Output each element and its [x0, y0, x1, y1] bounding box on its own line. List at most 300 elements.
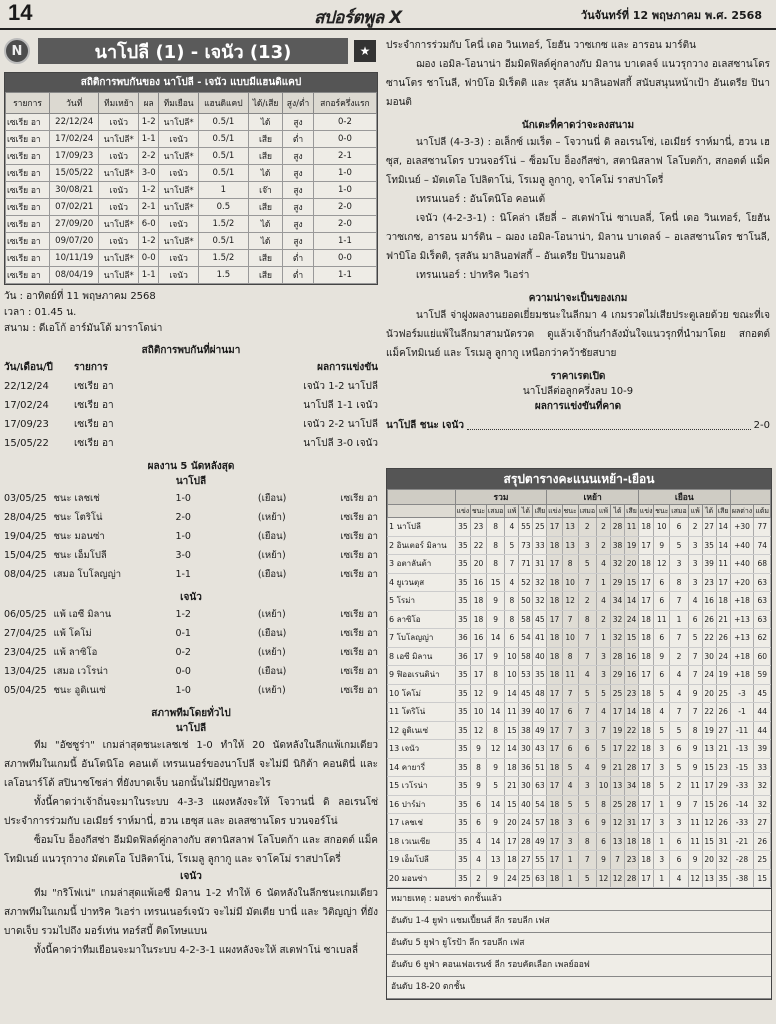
- h2h-cell: สูง: [283, 114, 314, 131]
- standings-cell: +13: [730, 629, 754, 648]
- standings-cell: 32: [611, 629, 625, 648]
- form-row: [4, 624, 378, 643]
- h2h-cell: เซเรีย อา: [6, 199, 50, 216]
- standings-cell: 9: [688, 740, 702, 759]
- h2h-title: สถิติการพบกันของ นาโปลี - เจนัว แบบมีแฮนดิแคป: [5, 73, 377, 92]
- standings-title: สรุปตารางคะแนนเหย้า-เยือน: [387, 469, 771, 489]
- h2h-cell: ต่ำ: [283, 250, 314, 267]
- standings-cell: 32: [754, 777, 771, 796]
- standings-cell: 7: [688, 647, 702, 666]
- h2h-row: [6, 199, 377, 216]
- standings-cell: 29: [716, 777, 730, 796]
- standings-cell: 58: [519, 647, 533, 666]
- standings-row: [388, 703, 771, 722]
- standings-cell: 18: [471, 592, 487, 611]
- standings-cell: 14: [625, 703, 639, 722]
- h2h-cell: 1-2: [139, 182, 159, 199]
- standings-cell: 14: [716, 536, 730, 555]
- standings-row: [388, 666, 771, 685]
- page-number: 14: [8, 0, 33, 25]
- standings-team: 9 ฟิออเรนติน่า: [388, 666, 456, 685]
- standings-cell: 21: [716, 740, 730, 759]
- standings-cell: 7: [578, 647, 596, 666]
- h2h-cell: ได้: [248, 114, 282, 131]
- h2h-col-header: สูง/ต่ำ: [283, 93, 314, 114]
- standings-cell: 60: [754, 647, 771, 666]
- standings-cell: 3: [578, 777, 596, 796]
- status-napoli-p2: ทั้งนี้คาดว่าเจ้าถิ่นจะมาในระบบ 4-3-3 แผงหลังจะให้ โจวานนี่ ดิ ลอเรนโซ่ ประจำการร่วมกับ เอเมียร์ ราห์มานี่, ฮวน เฮซุส และ อเลสซานโดร บวนจอร์โน่: [4, 797, 378, 827]
- standings-cell: 8: [562, 647, 578, 666]
- standings-cell: 73: [519, 536, 533, 555]
- prediction-leader: [467, 418, 751, 430]
- standings-sub-header: แข่ง: [547, 505, 562, 518]
- past-header-comp: รายการ: [74, 362, 108, 373]
- match-banner: [4, 36, 378, 66]
- form-opponent: แพ้ เอซี มิลาน: [53, 609, 112, 620]
- past-comp: เซเรีย อา: [74, 400, 114, 411]
- standings-cell: 5: [597, 684, 611, 703]
- h2h-cell: ได้: [248, 216, 282, 233]
- standings-cell: 32: [611, 555, 625, 574]
- h2h-col-header: ทีมเหย้า: [99, 93, 139, 114]
- standings-cell: 26: [754, 832, 771, 851]
- h2h-row: [6, 131, 377, 148]
- standings-cell: 7: [611, 851, 625, 870]
- standings-cell: 12: [702, 814, 716, 833]
- form-venue: (เยือน): [257, 569, 287, 580]
- form-comp: เซเรีย อา: [340, 550, 378, 561]
- h2h-cell: 17/09/23: [50, 148, 99, 165]
- standings-cell: 16: [471, 573, 487, 592]
- standings-cell: 20: [471, 555, 487, 574]
- h2h-cell: เสีย: [248, 250, 282, 267]
- past-comp: เซเรีย อา: [74, 419, 114, 430]
- standings-cell: 3: [654, 758, 670, 777]
- standings-cell: 15: [625, 629, 639, 648]
- standings-cell: 17: [639, 869, 654, 888]
- standings-cell: 12: [471, 684, 487, 703]
- standings-cell: 3: [654, 851, 670, 870]
- form-venue: (เยือน): [257, 628, 287, 639]
- match-venue: สนาม : ดีเอโก้ อาร์มันโด้ มาราโดน่า: [4, 323, 163, 334]
- h2h-cell: เสีย: [248, 131, 282, 148]
- standings-cell: 23: [625, 684, 639, 703]
- h2h-cell: เจนัว: [99, 233, 139, 250]
- standings-cell: 6: [670, 832, 688, 851]
- standings-cell: 59: [754, 666, 771, 685]
- standings-cell: 7: [578, 703, 596, 722]
- standings-cell: 6: [670, 851, 688, 870]
- standings-cell: 14: [486, 703, 504, 722]
- standings-cell: 18: [547, 795, 562, 814]
- standings-cell: 17: [547, 518, 562, 537]
- standings-cell: 5: [578, 684, 596, 703]
- standings-cell: 15: [625, 573, 639, 592]
- standings-cell: 27: [754, 814, 771, 833]
- h2h-cell: สูง: [283, 199, 314, 216]
- standings-sub-header: แข่ง: [455, 505, 470, 518]
- standings-cell: 31: [533, 555, 547, 574]
- standings-cell: 26: [716, 629, 730, 648]
- standings-team: 16 ปาร์ม่า: [388, 795, 456, 814]
- h2h-cell: สูง: [283, 165, 314, 182]
- standings-cell: 2: [471, 869, 487, 888]
- standings-cell: 25: [716, 684, 730, 703]
- h2h-cell: เจนัว: [99, 114, 139, 131]
- standings-cell: 4: [670, 684, 688, 703]
- standings-row: [388, 684, 771, 703]
- past-row: [4, 434, 378, 453]
- standings-cell: -15: [730, 758, 754, 777]
- standings-team: 7 โบโลญญ่า: [388, 629, 456, 648]
- price-title: ราคาเรตเปิด: [550, 371, 606, 382]
- standings-cell: 4: [654, 703, 670, 722]
- h2h-cell: 0.5/1: [198, 148, 248, 165]
- h2h-cell: 09/07/20: [50, 233, 99, 250]
- standings-cell: 9: [688, 758, 702, 777]
- standings-cell: 7: [578, 629, 596, 648]
- h2h-cell: 1-2: [139, 114, 159, 131]
- past-result: นาโปลี 3-0 เจนัว: [303, 438, 378, 449]
- napoli-crest-icon: N: [4, 38, 30, 64]
- standings-cell: 39: [702, 555, 716, 574]
- standings-sub-header: เสมอ: [670, 505, 688, 518]
- h2h-cell: ต่ำ: [283, 131, 314, 148]
- standings-cell: 35: [455, 851, 470, 870]
- form-team1: นาโปลี: [175, 476, 207, 487]
- standings-cell: 18: [471, 610, 487, 629]
- standings-cell: 9: [597, 814, 611, 833]
- standings-cell: 7: [562, 610, 578, 629]
- h2h-cell: ได้: [248, 233, 282, 250]
- h2h-col-header: วันที่: [50, 93, 99, 114]
- past-date: 17/09/23: [4, 419, 49, 430]
- standings-cell: 12: [654, 555, 670, 574]
- match-time: เวลา : 01.45 น.: [4, 307, 77, 318]
- standings-cell: 17: [611, 703, 625, 722]
- standings-cell: 18: [639, 647, 654, 666]
- standings-cell: 19: [611, 721, 625, 740]
- standings-cell: 62: [754, 629, 771, 648]
- standings-cell: 18: [547, 869, 562, 888]
- form-row: [4, 643, 378, 662]
- standings-team: 8 เอซี มิลาน: [388, 647, 456, 666]
- prediction-line: [386, 418, 770, 434]
- h2h-cell: 10/11/19: [50, 250, 99, 267]
- standings-cell: 2: [597, 610, 611, 629]
- h2h-cell: สูง: [283, 182, 314, 199]
- standings-row: [388, 795, 771, 814]
- standings-row: [388, 758, 771, 777]
- h2h-cell: 1-1: [139, 131, 159, 148]
- standings-cell: 1: [654, 795, 670, 814]
- form-row: [4, 527, 378, 546]
- standings-cell: 40: [533, 703, 547, 722]
- h2h-cell: 2-1: [139, 199, 159, 216]
- standings-cell: 5: [597, 740, 611, 759]
- h2h-cell: 1.5/2: [198, 250, 248, 267]
- h2h-cell: เจนัว: [159, 216, 199, 233]
- h2h-cell: 2-0: [313, 216, 376, 233]
- standings-cell: 13: [702, 740, 716, 759]
- status-team1: นาโปลี: [175, 723, 207, 734]
- standings-cell: 15: [486, 573, 504, 592]
- standings-cell: 17: [639, 592, 654, 611]
- trend-title: ความน่าจะเป็นของเกม: [528, 293, 628, 304]
- past-result: นาโปลี 1-1 เจนัว: [303, 400, 378, 411]
- form-row: [4, 605, 378, 624]
- form-date: 23/04/25: [4, 647, 47, 658]
- standings-cell: 4: [670, 869, 688, 888]
- standings-cell: 5: [654, 721, 670, 740]
- h2h-cell: เจนัว: [159, 131, 199, 148]
- standings-cell: 68: [754, 555, 771, 574]
- brand-logo: สปอร์ตพูล X: [314, 8, 402, 28]
- standings-cell: +30: [730, 518, 754, 537]
- standings-cell: 1: [562, 851, 578, 870]
- standings-cell: 18: [639, 777, 654, 796]
- standings-sub-header: เสมอ: [578, 505, 596, 518]
- standings-cell: 23: [625, 851, 639, 870]
- standings-cell: 17: [547, 740, 562, 759]
- form-list-napoli: [4, 489, 378, 584]
- h2h-cell: 0.5/1: [198, 233, 248, 250]
- h2h-cell: 1: [198, 182, 248, 199]
- h2h-cell: 22/12/24: [50, 114, 99, 131]
- h2h-col-header: ผล: [139, 93, 159, 114]
- standings-cell: 9: [486, 592, 504, 611]
- status-napoli-p3: ซ็อมโบ อ็องกีสซ่า อีมมิดฟิลด์คู่กลางกับ สตานิสลาฟ โลโบตก้า และ สกอตต์ แม็คโทมิเนย์ แนวรุกวาง มัตเตโอ โปลิตาโน่, โรเมลู ลูกากู และ จาโคโม่ ราสปาโดรี่: [4, 835, 378, 865]
- form-list-genoa: [4, 605, 378, 700]
- past-date: 17/02/24: [4, 400, 49, 411]
- standings-cell: 9: [486, 684, 504, 703]
- standings-cell: 14: [716, 518, 730, 537]
- standings-sub-header: ชนะ: [654, 505, 670, 518]
- standings-cell: 63: [533, 869, 547, 888]
- form-comp: เซเรีย อา: [340, 685, 378, 696]
- form-score: 1-2: [175, 609, 191, 620]
- standings-cell: 2: [688, 518, 702, 537]
- standings-cell: 3: [654, 740, 670, 759]
- form-opponent: ชนะ มอนซ่า: [53, 531, 105, 542]
- standings-cell: 18: [639, 610, 654, 629]
- form-comp: เซเรีย อา: [340, 628, 378, 639]
- h2h-cell: 0.5/1: [198, 131, 248, 148]
- standings-cell: 9: [597, 758, 611, 777]
- standings-team: 18 เวเนเซีย: [388, 832, 456, 851]
- standings-cell: 45: [533, 610, 547, 629]
- standings-cell: 8: [505, 592, 519, 611]
- form-date: 28/04/25: [4, 512, 47, 523]
- standings-cell: 7: [578, 851, 596, 870]
- standings-sub-header: ได้: [519, 505, 533, 518]
- form-comp: เซเรีย อา: [340, 531, 378, 542]
- standings-cell: 7: [688, 666, 702, 685]
- form-opponent: ชนะ เลชเช่: [53, 493, 100, 504]
- standings-cell: 6: [654, 573, 670, 592]
- standings-cell: 20: [625, 555, 639, 574]
- standings-cell: 12: [562, 592, 578, 611]
- past-header-result: ผลการแข่งขัน: [317, 362, 378, 373]
- standings-cell: 32: [533, 573, 547, 592]
- standings-row: [388, 777, 771, 796]
- standings-cell: 7: [578, 573, 596, 592]
- standings-cell: 4: [505, 573, 519, 592]
- standings-cell: 35: [455, 573, 470, 592]
- status-genoa-p1: ทีม "กริโฟเน่" เกมล่าสุดแพ้เอซี มิลาน 1-2 ทำให้ 6 นัดหลังในลีกชนะเกมเดียว สภาพทีมในเกมนี้ ปาทริค วิเอร่า เทรนเนอร์เจนัว จะไม่มี มัตเตีย บานี่ และ วิติญญ่า ที่ยังบาดเจ็บ รวมไปถึง มอร์เท่น ทอร์สบี้ ติดโทษแบน: [4, 888, 378, 937]
- standings-row: [388, 721, 771, 740]
- standings-cell: 14: [505, 740, 519, 759]
- standings-cell: 35: [455, 814, 470, 833]
- standings-cell: 25: [611, 684, 625, 703]
- standings-cell: 24: [519, 814, 533, 833]
- standings-cell: 26: [716, 795, 730, 814]
- standings-team: 13 เจนัว: [388, 740, 456, 759]
- standings-group-away: เยือน: [639, 490, 731, 505]
- standings-cell: 14: [486, 832, 504, 851]
- standings-cell: 4: [688, 592, 702, 611]
- standings-sub-header: เสมอ: [486, 505, 504, 518]
- standings-cell: 8: [486, 666, 504, 685]
- standings-sub-header: ชนะ: [562, 505, 578, 518]
- standings-cell: 44: [754, 721, 771, 740]
- standings-cell: 63: [533, 777, 547, 796]
- standings-row: [388, 518, 771, 537]
- status-team2: เจนัว: [180, 871, 202, 882]
- standings-cell: 40: [519, 795, 533, 814]
- standings-cell: +40: [730, 555, 754, 574]
- standings-cell: 18: [547, 592, 562, 611]
- standings-note: อันดับ 18-20 ตกชั้น: [387, 977, 771, 999]
- standings-group-overall: รวม: [455, 490, 547, 505]
- standings-cell: 71: [519, 555, 533, 574]
- h2h-row: [6, 267, 377, 284]
- standings-cell: 35: [455, 555, 470, 574]
- standings-cell: 6: [654, 629, 670, 648]
- standings-cell: 9: [486, 647, 504, 666]
- standings-cell: 16: [625, 647, 639, 666]
- standings-cell: 5: [670, 536, 688, 555]
- standings-cell: 55: [519, 518, 533, 537]
- form-comp: เซเรีย อา: [340, 666, 378, 677]
- standings-cell: 28: [625, 869, 639, 888]
- past-header-date: วัน/เดือน/ปี: [4, 362, 53, 373]
- past-meetings-header: [4, 358, 378, 377]
- standings-cell: 35: [455, 721, 470, 740]
- standings-cell: 29: [611, 573, 625, 592]
- h2h-row: [6, 148, 377, 165]
- h2h-cell: 0.5/1: [198, 165, 248, 182]
- standings-table: [387, 489, 771, 888]
- prediction-score: 2-0: [753, 420, 770, 431]
- standings-cell: 23: [702, 573, 716, 592]
- standings-cell: 6: [670, 518, 688, 537]
- standings-cell: 36: [519, 758, 533, 777]
- form-date: 27/04/25: [4, 628, 47, 639]
- standings-cell: 18: [547, 629, 562, 648]
- standings-cell: 18: [639, 518, 654, 537]
- prediction-title: ผลการแข่งขันที่คาด: [534, 401, 622, 412]
- standings-cell: 18: [639, 703, 654, 722]
- standings-cell: 11: [688, 814, 702, 833]
- standings-cell: 4: [670, 666, 688, 685]
- form-date: 19/04/25: [4, 531, 47, 542]
- h2h-cell: นาโปลี*: [159, 233, 199, 250]
- standings-cell: 15: [505, 721, 519, 740]
- standings-cell: 77: [754, 518, 771, 537]
- standings-cell: 1: [562, 869, 578, 888]
- standings-cell: 6: [505, 629, 519, 648]
- h2h-cell: สูง: [283, 216, 314, 233]
- standings-cell: 36: [455, 629, 470, 648]
- standings-team: 20 มอนซ่า: [388, 869, 456, 888]
- standings-cell: 15: [702, 758, 716, 777]
- standings-cell: 18: [639, 740, 654, 759]
- standings-cell: 19: [702, 721, 716, 740]
- h2h-cell: 2-0: [313, 199, 376, 216]
- standings-cell: 3: [562, 814, 578, 833]
- form-opponent: ชนะ เอ็มโปลี: [53, 550, 107, 561]
- standings-cell: 12: [471, 721, 487, 740]
- h2h-cell: เซเรีย อา: [6, 233, 50, 250]
- standings-cell: 38: [519, 721, 533, 740]
- standings-sub-header: แพ้: [505, 505, 519, 518]
- left-column: [4, 36, 378, 960]
- standings-cell: 17: [505, 832, 519, 851]
- standings-team: 10 โคโม่: [388, 684, 456, 703]
- standings-cell: 18: [625, 832, 639, 851]
- standings-group-header: [388, 490, 771, 505]
- form-venue: (เยือน): [257, 666, 287, 677]
- standings-sub-header: เสีย: [716, 505, 730, 518]
- standings-cell: 20: [505, 814, 519, 833]
- standings-cell: +18: [730, 592, 754, 611]
- standings-cell: +18: [730, 647, 754, 666]
- standings-cell: 6: [670, 740, 688, 759]
- standings-cell: 35: [533, 666, 547, 685]
- standings-cell: 15: [702, 795, 716, 814]
- standings-cell: +13: [730, 610, 754, 629]
- standings-cell: 32: [754, 795, 771, 814]
- standings-cell: 5: [486, 777, 504, 796]
- form-score: 1-0: [175, 685, 191, 696]
- standings-cell: 6: [654, 592, 670, 611]
- standings-cell: 14: [486, 629, 504, 648]
- standings-cell: 18: [639, 721, 654, 740]
- standings-cell: 17: [639, 536, 654, 555]
- form-row: [4, 681, 378, 700]
- h2h-cell: เจนัว: [159, 165, 199, 182]
- standings-cell: 12: [486, 740, 504, 759]
- standings-cell: 6: [471, 814, 487, 833]
- status-genoa-p2: ทั้งนี้คาดว่าทีมเยือนจะมาในระบบ 4-2-3-1 แผงหลังจะให้ สเตฟาโน่ ซาเบลลี่: [34, 945, 359, 956]
- standings-cell: 16: [471, 629, 487, 648]
- standings-cell: 52: [519, 573, 533, 592]
- h2h-cell: 0-2: [313, 114, 376, 131]
- standings-cell: 45: [519, 684, 533, 703]
- standings-sub-header: แต้ม: [754, 505, 771, 518]
- h2h-cell: 27/09/20: [50, 216, 99, 233]
- h2h-cell: นาโปลี*: [99, 267, 139, 284]
- h2h-cell: 1-0: [313, 165, 376, 182]
- form-comp: เซเรีย อา: [340, 512, 378, 523]
- form-row: [4, 546, 378, 565]
- standings-cell: 74: [754, 536, 771, 555]
- past-date: 22/12/24: [4, 381, 49, 392]
- trend-text: นาโปลี จ่าฝูงผลงานยอดเยี่ยมชนะในลีกมา 4 เกมรวดไม่เสียประตูเลยด้วย ขณะที่เจนัวฟอร์มแย่แพ้ในลีกมาสามนัดรวด ดูแล้วเจ้าถิ่นกำลังมั่นใจแนวรุกที่นำมาโดย สกอตต์ แม็คโทมิเนย์ และ โรเมลู ลูกากู เหนือกว่าคว้าชัยสบาย: [386, 310, 770, 359]
- h2h-row: [6, 216, 377, 233]
- standings-cell: 17: [547, 684, 562, 703]
